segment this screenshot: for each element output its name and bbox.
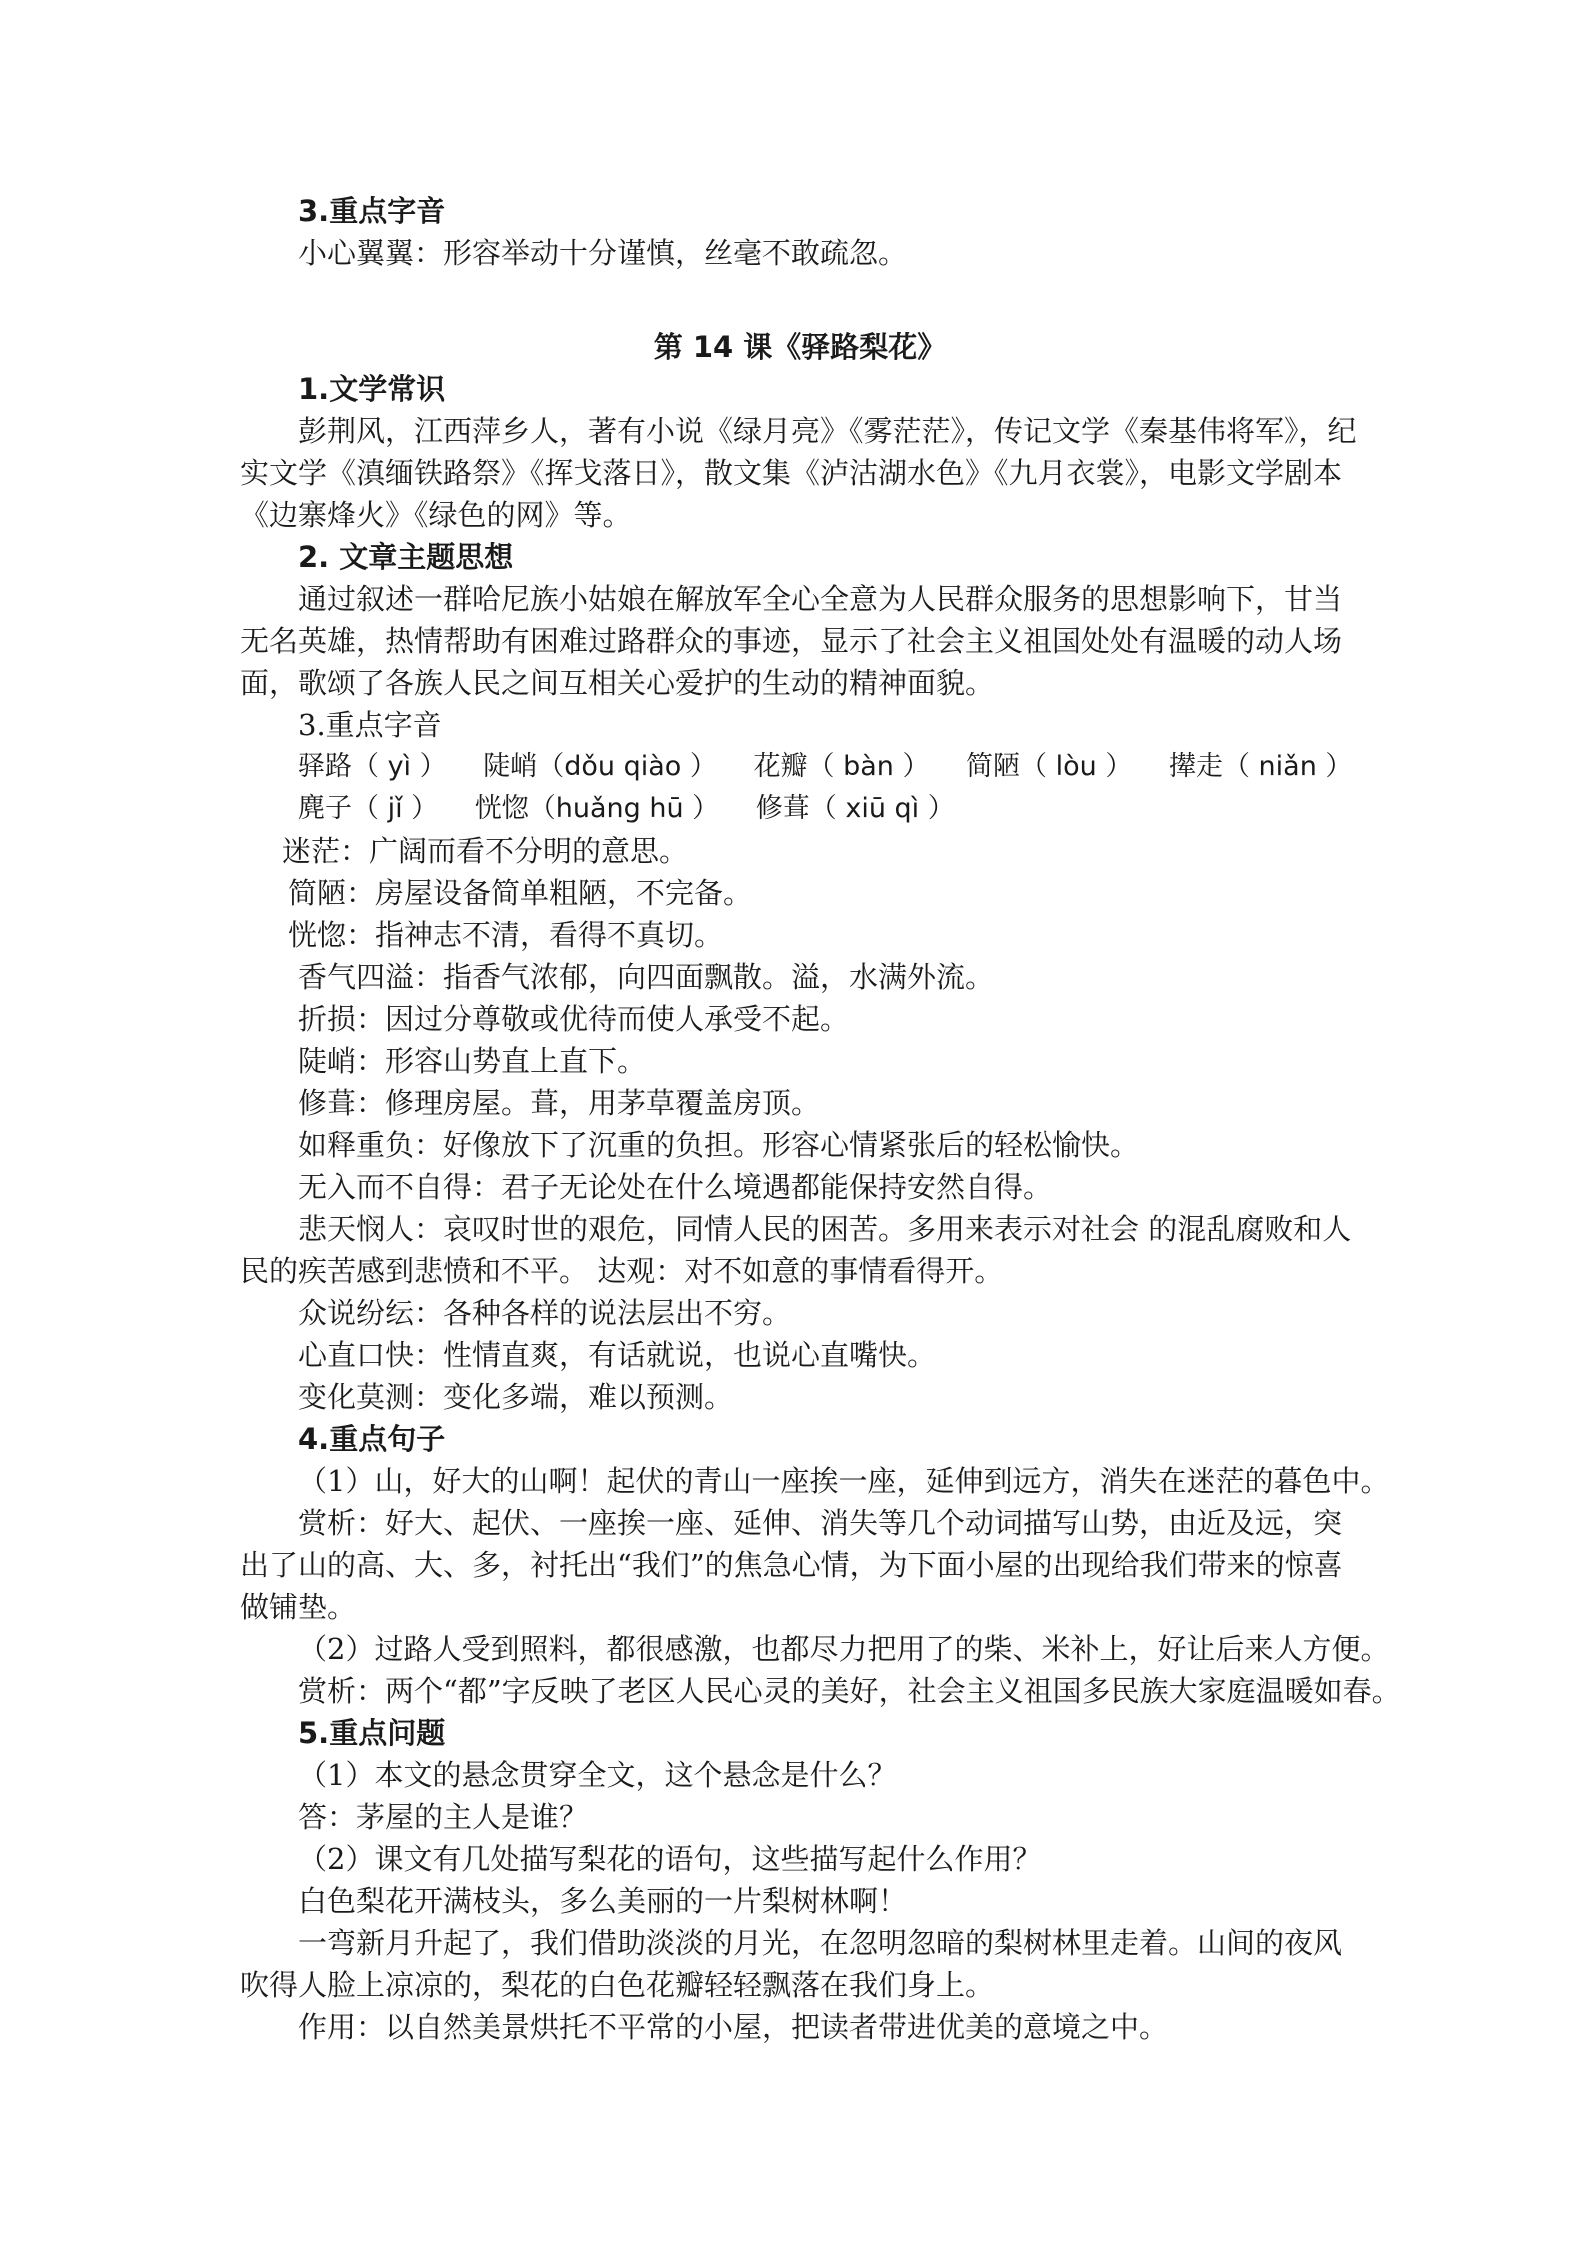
section-2-heading: 2. 文章主题思想 [298, 540, 514, 574]
document-content [240, 190, 1401, 2048]
pron-item: 修葺（ xiū qì ） [755, 793, 955, 824]
definition-item: 变化莫测：变化多端，难以预测。 [298, 1380, 734, 1414]
question-1: （1）本文的悬念贯穿全文，这个悬念是什么？ [298, 1758, 897, 1792]
effect-answer: 作用：以自然美景烘托不平常的小屋，把读者带进优美的意境之中。 [298, 2010, 1169, 2044]
prev-definition: 小心翼翼：形容举动十分谨慎，丝毫不敢疏忽。 [298, 236, 908, 270]
section-2-text: 通过叙述一群哈尼族小姑娘在解放军全心全意为人民群众服务的思想影响下，甘当无名英雄，热情帮助有困难过路群众的事迹，显示了社会主义祖国处处有温暖的动人场面，歌颂了各族人民之间互相关心爱护的生动的精神面貌。 [240, 582, 1343, 700]
question-2: （2）课文有几处描写梨花的语句，这些描写起什么作用？ [298, 1842, 1042, 1876]
pronunciation-row-1 [240, 746, 1360, 788]
pron-item: 撵走（ niǎn ） [1168, 751, 1353, 782]
pron-item: 麂子（ jǐ ） [298, 793, 439, 824]
pronunciation-row-2 [240, 788, 1360, 830]
section-1-heading: 1.文学常识 [298, 372, 446, 406]
definition-item: 众说纷纭：各种各样的说法层出不穷。 [298, 1296, 792, 1330]
definition-item: 心直口快：性情直爽，有话就说，也说心直嘴快。 [298, 1338, 937, 1372]
answer-1: 答：茅屋的主人是谁？ [298, 1800, 589, 1834]
definition-item: 香气四溢：指香气浓郁，向四面飘散。溢，水满外流。 [298, 960, 995, 994]
definition-item: 折损：因过分尊敬或优待而使人承受不起。 [298, 1002, 850, 1036]
section-3-heading: 3.重点字音 [298, 708, 442, 742]
definition-item: 无入而不自得：君子无论处在什么境遇都能保持安然自得。 [298, 1170, 1053, 1204]
section-4-heading: 4.重点句子 [298, 1422, 446, 1456]
analysis-2: 赏析：两个“都”字反映了老区人民心灵的美好，社会主义祖国多民族大家庭温暖如春。 [298, 1674, 1401, 1708]
pear-quote-2: 一弯新月升起了，我们借助淡淡的月光，在忽明忽暗的梨树林里走着。山间的夜风吹得人脸上凉凉的，梨花的白色花瓣轻轻飘落在我们身上。 [240, 1926, 1343, 2002]
analysis-1: 赏析：好大、起伏、一座挨一座、延伸、消失等几个动词描写山势，由近及远，突出了山的高、大、多，衬托出“我们”的焦急心情，为下面小屋的出现给我们带来的惊喜做铺垫。 [240, 1506, 1343, 1624]
definition-item: 简陋：房屋设备简单粗陋，不完备。 [288, 876, 753, 910]
pron-item: 简陋（ lòu ） [966, 751, 1133, 782]
definition-beitian: 悲天悯人：哀叹时世的艰危，同情人民的困苦。多用来表示对社会 的混乱腐败和人民的疾苦感到悲愤和不平。 达观：对不如意的事情看得开。 [240, 1212, 1352, 1288]
definition-item: 恍惚：指神志不清，看得不真切。 [288, 918, 724, 952]
pron-item: 陡峭（dǒu qiào ） [483, 751, 717, 782]
definition-item: 修葺：修理房屋。葺，用茅草覆盖房顶。 [298, 1086, 821, 1120]
pron-item: 花瓣（ bàn ） [753, 751, 930, 782]
definition-item: 陡峭：形容山势直上直下。 [298, 1044, 647, 1078]
definition-item: 如释重负：好像放下了沉重的负担。形容心情紧张后的轻松愉快。 [298, 1128, 1140, 1162]
lesson-title: 第 14 课《驿路梨花》 [653, 330, 947, 364]
pron-item: 驿路（ yì ） [298, 751, 447, 782]
key-sentence-2: （2）过路人受到照料，都很感激，也都尽力把用了的柴、米补上，好让后来人方便。 [298, 1632, 1390, 1666]
section-5-heading: 5.重点问题 [298, 1716, 446, 1750]
pron-item: 恍惚（huǎng hū ） [474, 793, 720, 824]
pear-quote-1: 白色梨花开满枝头，多么美丽的一片梨树林啊！ [298, 1884, 908, 1918]
definition-item: 迷茫：广阔而看不分明的意思。 [282, 834, 689, 868]
prev-section-heading: 3.重点字音 [298, 194, 446, 228]
key-sentence-1: （1）山，好大的山啊！起伏的青山一座挨一座，延伸到远方，消失在迷茫的暮色中。 [298, 1464, 1390, 1498]
section-1-text: 彭荆风，江西萍乡人，著有小说《绿月亮》《雾茫茫》，传记文学《秦基伟将军》，纪实文学《滇缅铁路祭》《挥戈落日》，散文集《泸沽湖水色》《九月衣裳》，电影文学剧本《边寨烽火》《绿色的网》等。 [240, 414, 1357, 532]
